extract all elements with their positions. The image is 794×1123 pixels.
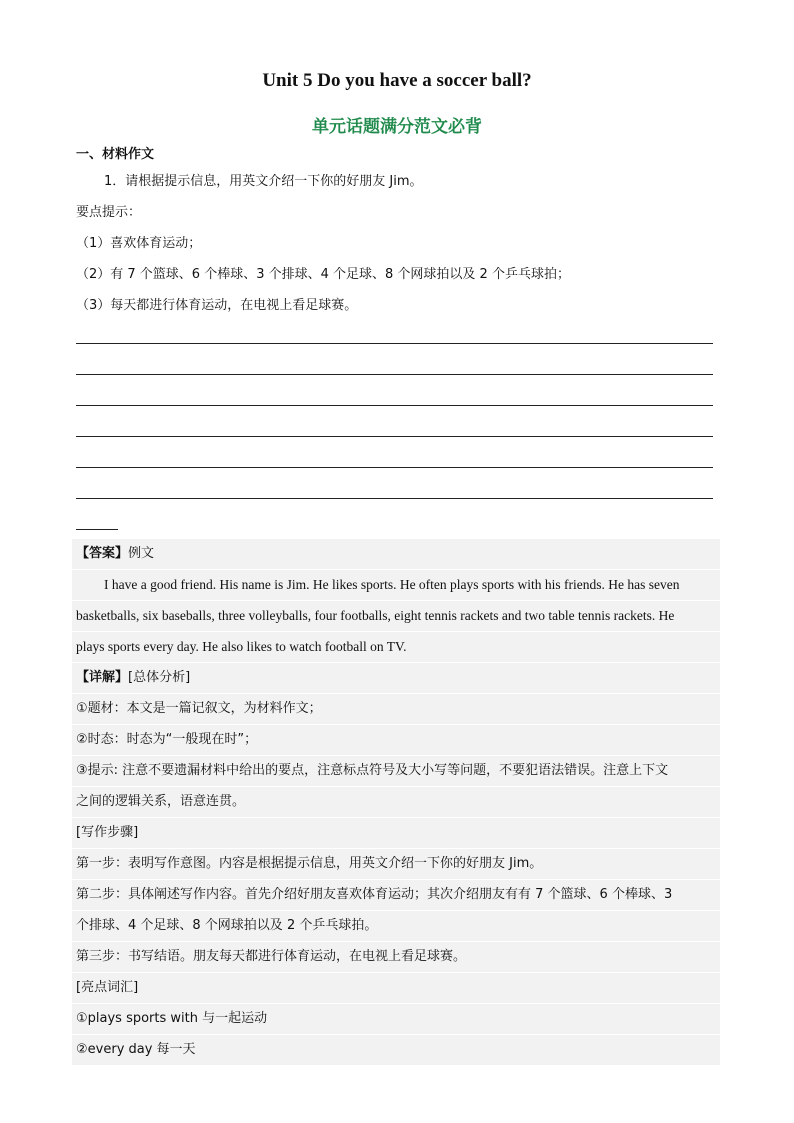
steps-label: [写作步骤] <box>76 825 139 840</box>
page-title: Unit 5 Do you have a soccer ball? <box>262 70 532 91</box>
analysis-point: 之间的逻辑关系，语意连贯。 <box>76 794 246 809</box>
step-line: 第二步：具体阐述写作内容。首先介绍好朋友喜欢体育运动；其次介绍朋友有有 7 个篮球、6 个棒球、3 <box>76 887 673 902</box>
writing-line <box>76 374 713 375</box>
answer-shade <box>72 539 720 569</box>
answer-label-tail: 例文 <box>128 546 155 561</box>
hint-item: （2）有 7 个篮球、6 个棒球、3 个排球、4 个足球、8 个网球拍以及 2 个乒乓球拍； <box>76 267 570 282</box>
vocab-item: ①plays sports with 与一起运动 <box>76 1011 268 1026</box>
answer-shade <box>72 973 720 1003</box>
analysis-point: ②时态：时态为“一般现在时”； <box>76 732 258 747</box>
analysis-point: ③提示: 注意不要遗漏材料中给出的要点，注意标点符号及大小写等问题，不要犯语法错误。注意上下文 <box>76 763 669 778</box>
hint-item: （1）喜欢体育运动； <box>76 236 202 251</box>
hint-label: 要点提示： <box>76 205 142 220</box>
section-heading: 一、材料作文 <box>76 147 155 162</box>
step-line: 第一步：表明写作意图。内容是根据提示信息，用英文介绍一下你的好朋友 Jim。 <box>76 856 543 871</box>
writing-line <box>76 436 713 437</box>
essay-line: I have a good friend. His name is Jim. He likes sports. He often plays sports with his friends. He has seven <box>104 577 680 592</box>
answer-label: 【答案】 <box>76 546 129 561</box>
writing-line <box>76 343 713 344</box>
essay-line: plays sports every day. He also likes to watch football on TV. <box>76 639 407 654</box>
detail-label-tail: [总体分析] <box>128 670 191 685</box>
writing-line <box>76 405 713 406</box>
page-subtitle: 单元话题满分范文必背 <box>312 117 482 137</box>
detail-label-line <box>76 668 190 688</box>
vocab-label: [亮点词汇] <box>76 980 139 995</box>
writing-line <box>76 498 713 499</box>
answer-shade <box>72 818 720 848</box>
step-line: 个排球、4 个足球、8 个网球拍以及 2 个乒乓球拍。 <box>76 918 378 933</box>
detail-label: 【详解】 <box>76 670 129 685</box>
essay-line: basketballs, six baseballs, three volleyballs, four footballs, eight tennis rackets and two table tennis rackets. He <box>76 608 675 623</box>
hint-item: （3）每天都进行体育运动，在电视上看足球赛。 <box>76 298 358 313</box>
vocab-item: ②every day 每一天 <box>76 1042 196 1057</box>
analysis-point: ①题材：本文是一篇记叙文，为材料作文； <box>76 701 322 716</box>
question-text: 1．请根据提示信息，用英文介绍一下你的好朋友 Jim。 <box>104 174 423 189</box>
writing-line <box>76 467 713 468</box>
step-line: 第三步：书写结语。朋友每天都进行体育运动，在电视上看足球赛。 <box>76 949 467 964</box>
answer-label-line <box>76 544 154 564</box>
short-writing-line <box>76 529 118 530</box>
